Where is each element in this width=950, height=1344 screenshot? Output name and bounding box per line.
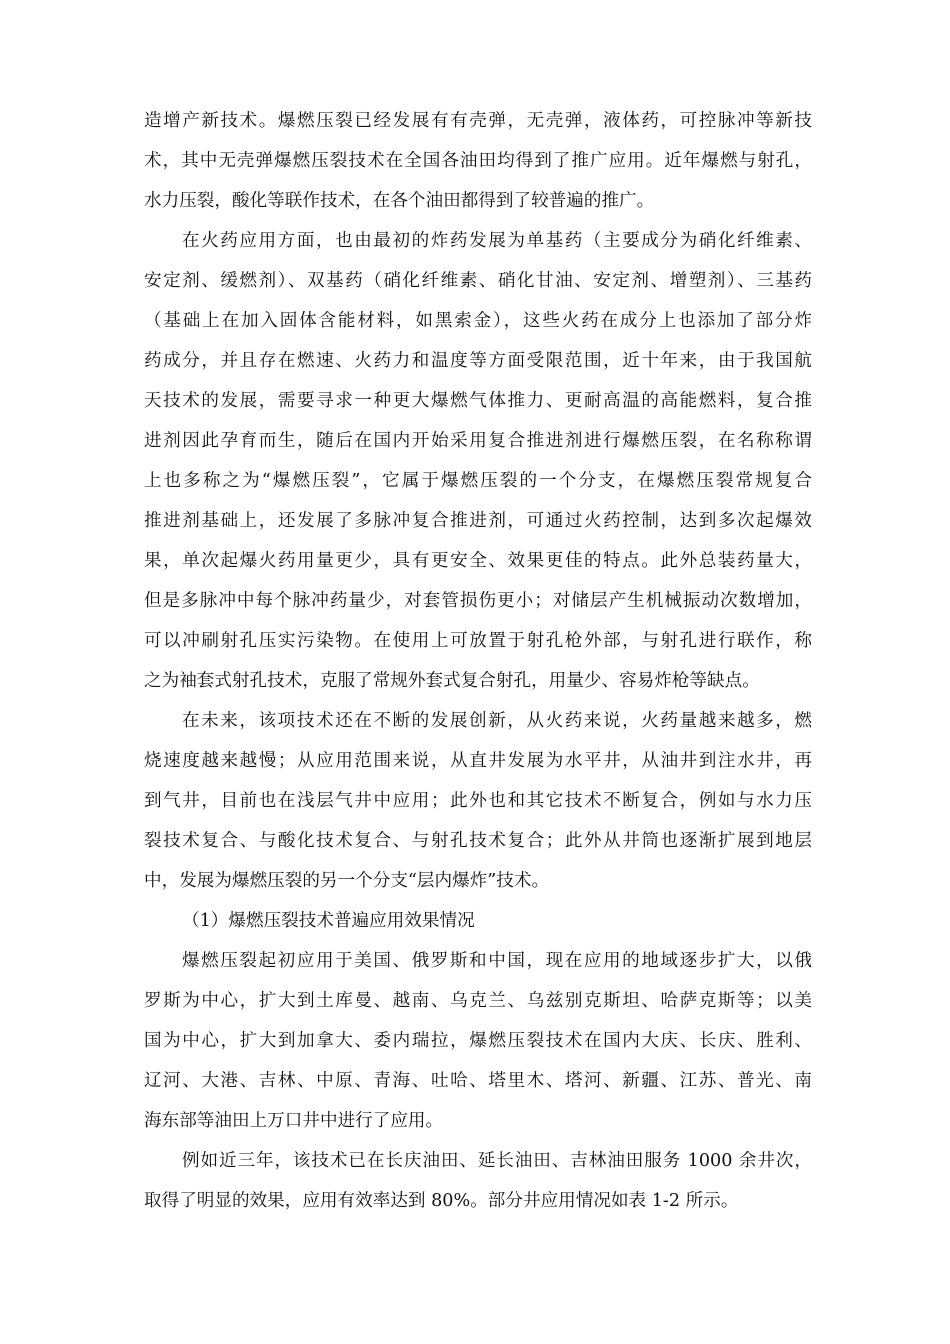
paragraph-group-intro xyxy=(144,101,812,901)
text-line: 天技术的发展，需要寻求一种更大爆燃气体推力、更耐高温的高能燃料，复合推 xyxy=(144,391,812,411)
text-line: 推进剂基础上，还发展了多脉冲复合推进剂，可通过火药控制，达到多次起爆效 xyxy=(144,511,812,531)
section-heading: （1）爆燃压裂技术普遍应用效果情况 xyxy=(182,911,475,931)
text-line: 罗斯为中心，扩大到土库曼、越南、乌克兰、乌兹别克斯坦、哈萨克斯等；以美 xyxy=(144,991,812,1011)
text-line: 之为袖套式射孔技术，克服了常规外套式复合射孔，用量少、容易炸枪等缺点。 xyxy=(144,671,760,691)
text-line: 药成分，并且存在燃速、火药力和温度等方面受限范围，近十年来，由于我国航 xyxy=(144,351,812,371)
text-line: 在火药应用方面，也由最初的炸药发展为单基药（主要成分为硝化纤维素、 xyxy=(182,231,812,251)
paragraph-group-application xyxy=(144,941,812,1221)
text-line: （基础上在加入固体含能材料，如黑索金），这些火药在成分上也添加了部分炸 xyxy=(144,311,812,331)
paragraph xyxy=(144,701,812,901)
text-line: 裂技术复合、与酸化技术复合、与射孔技术复合；此外从井筒也逐渐扩展到地层 xyxy=(144,831,812,851)
text-line: 烧速度越来越慢；从应用范围来说，从直井发展为水平井，从油井到注水井，再 xyxy=(144,751,812,771)
text-line: 水力压裂，酸化等联作技术，在各个油田都得到了较普遍的推广。 xyxy=(144,191,655,211)
paragraph xyxy=(144,941,812,1141)
text-line: 可以冲刷射孔压实污染物。在使用上可放置于射孔枪外部，与射孔进行联作，称 xyxy=(144,631,812,651)
paragraph xyxy=(144,1141,812,1221)
text-line: 术，其中无壳弹爆燃压裂技术在全国各油田均得到了推广应用。近年爆燃与射孔， xyxy=(144,151,812,171)
text-line: 但是多脉冲中每个脉冲药量少，对套管损伤更小；对储层产生机械振动次数增加， xyxy=(144,591,812,611)
paragraph xyxy=(144,101,812,221)
text-line: 海东部等油田上万口井中进行了应用。 xyxy=(144,1111,444,1131)
text-line: 到气井，目前也在浅层气井中应用；此外也和其它技术不断复合，例如与水力压 xyxy=(144,791,812,811)
text-line: 取得了明显的效果，应用有效率达到 80%。部分井应用情况如表 1-2 所示。 xyxy=(144,1191,739,1211)
text-line: 上也多称之为“爆燃压裂”，它属于爆燃压裂的一个分支，在爆燃压裂常规复合 xyxy=(144,471,812,491)
text-line: 造增产新技术。爆燃压裂已经发展有有壳弹，无壳弹，液体药，可控脉冲等新技 xyxy=(144,111,812,131)
text-line: 辽河、大港、吉林、中原、青海、吐哈、塔里木、塔河、新疆、江苏、普光、南 xyxy=(144,1071,812,1091)
text-line: 国为中心，扩大到加拿大、委内瑞拉，爆燃压裂技术在国内大庆、长庆、胜利、 xyxy=(144,1031,812,1051)
text-line: 果，单次起爆火药用量更少，具有更安全、效果更佳的特点。此外总装药量大， xyxy=(144,551,812,571)
text-line: 例如近三年，该技术已在长庆油田、延长油田、吉林油田服务 1000 余井次， xyxy=(182,1151,812,1171)
document-body xyxy=(144,101,812,1221)
text-line: 在未来，该项技术还在不断的发展创新，从火药来说，火药量越来越多，燃 xyxy=(182,711,812,731)
text-line: 爆燃压裂起初应用于美国、俄罗斯和中国，现在应用的地域逐步扩大，以俄 xyxy=(182,951,812,971)
text-line: 中，发展为爆燃压裂的另一个分支“层内爆炸”技术。 xyxy=(144,871,550,891)
text-line: 安定剂、缓燃剂）、双基药（硝化纤维素、硝化甘油、安定剂、增塑剂）、三基药 xyxy=(144,271,812,291)
paragraph xyxy=(144,221,812,701)
text-line: 进剂因此孕育而生，随后在国内开始采用复合推进剂进行爆燃压裂，在名称称谓 xyxy=(144,431,812,451)
